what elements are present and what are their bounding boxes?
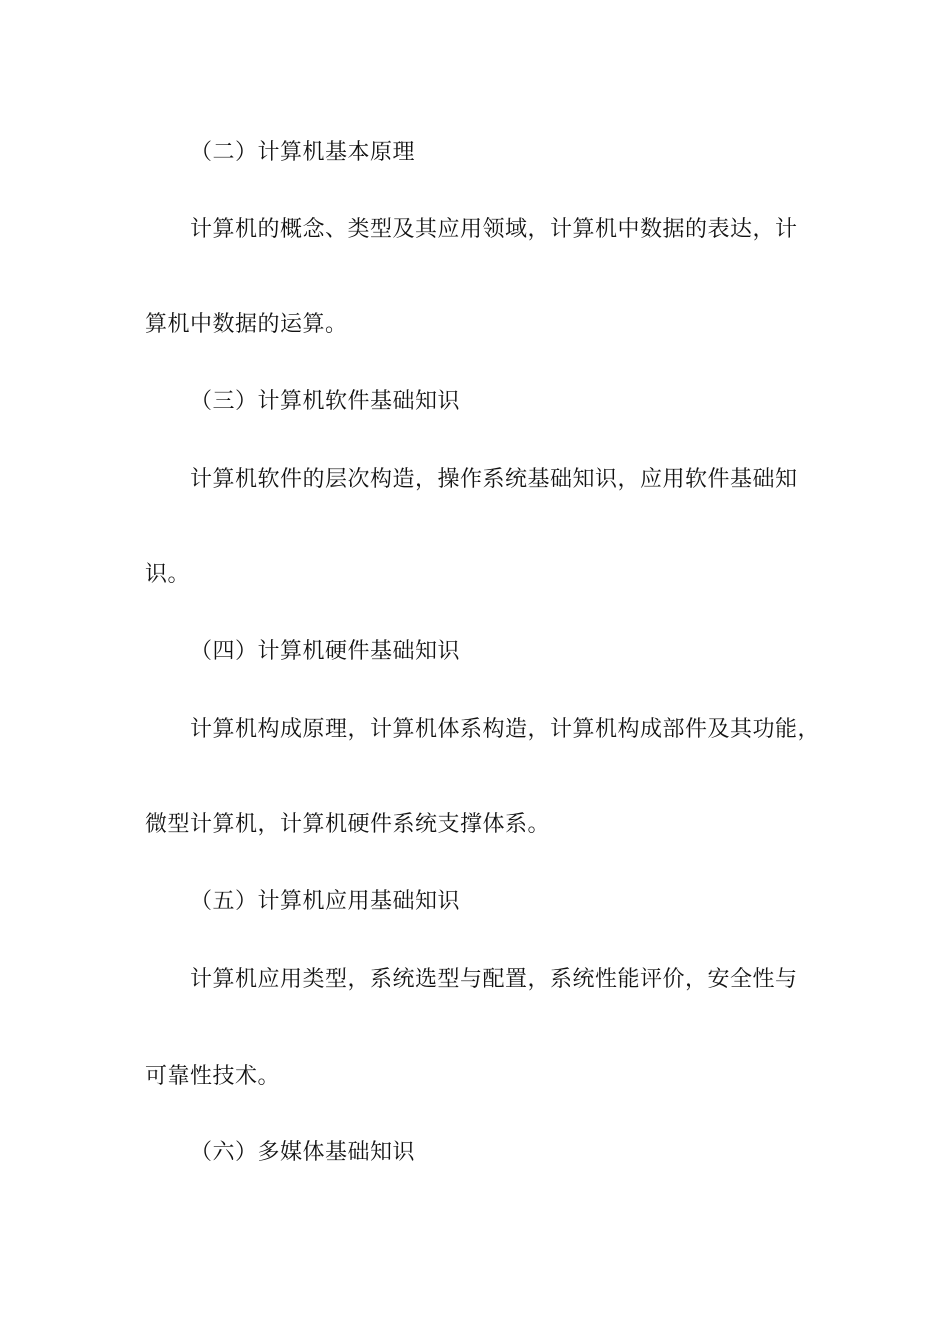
paragraph-line: 识。 bbox=[145, 562, 191, 587]
paragraph-line: 微型计算机，计算机硬件系统支撑体系。 bbox=[145, 812, 551, 837]
section-heading-2: （二）计算机基本原理 bbox=[190, 140, 416, 165]
section-heading-3: （三）计算机软件基础知识 bbox=[190, 389, 461, 414]
paragraph-line: 计算机应用类型，系统选型与配置，系统性能评价，安全性与 bbox=[190, 967, 798, 992]
section-heading-6: （六）多媒体基础知识 bbox=[190, 1140, 416, 1165]
section-heading-5: （五）计算机应用基础知识 bbox=[190, 889, 461, 914]
paragraph-line: 计算机构成原理，计算机体系构造，计算机构成部件及其功能， bbox=[190, 717, 821, 742]
paragraph-line: 计算机软件的层次构造，操作系统基础知识，应用软件基础知 bbox=[190, 467, 798, 492]
section-heading-4: （四）计算机硬件基础知识 bbox=[190, 639, 461, 664]
paragraph-line: 算机中数据的运算。 bbox=[145, 312, 348, 337]
paragraph-line: 可靠性技术。 bbox=[145, 1064, 281, 1089]
paragraph-line: 计算机的概念、类型及其应用领域，计算机中数据的表达，计 bbox=[190, 217, 798, 242]
